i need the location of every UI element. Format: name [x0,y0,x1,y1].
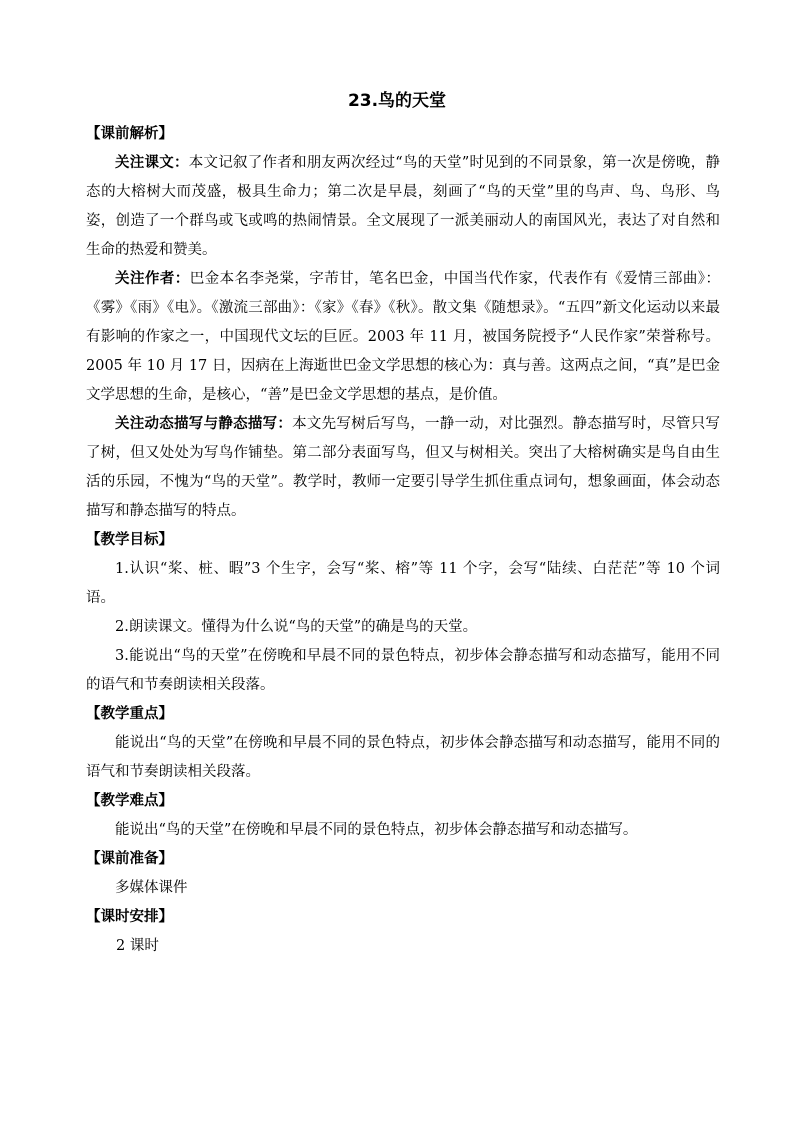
page-title: 23.鸟的天堂 [347,91,447,111]
document-body [86,120,720,961]
description-lead-text: 关注动态描写与静态描写： [115,416,293,432]
section-heading-key-points: 【教学重点】 [86,706,173,722]
analysis-paragraph-description [86,410,720,526]
key-points-text: 能说出“鸟的天堂”在傍晚和早晨不同的景色特点，初步体会静态描写和动态描写，能用不同的语气和节奏朗读相关段落。 [86,735,720,780]
section-heading-preparation: 【课前准备】 [86,851,173,867]
analysis-lead-text: 关注课文： [115,155,189,171]
schedule-text: 2 课时 [116,938,159,954]
goal-item: 1.认识“桨、桩、暇”3 个生字，会写“桨、榕”等 11 个字，会写“陆续、白茫茫”等 10 个词语。 [86,561,720,606]
goal-item: 3.能说出“鸟的天堂”在傍晚和早晨不同的景色特点，初步体会静态描写和动态描写，能用不同的语气和节奏朗读相关段落。 [86,648,720,693]
section-heading-difficulties: 【教学难点】 [86,793,173,809]
description-text: 本文先写树后写鸟，一静一动，对比强烈。静态描写时，尽管只写了树，但又处处为写鸟作铺垫。第二部分表面写鸟，但又与树相关。突出了大榕树确实是鸟自由生活的乐园，不愧为“鸟的天堂”。教学时，教师一定要引导学生抓住重点词句，想象画面，体会动态描写和静态描写的特点。 [86,416,721,519]
analysis-paragraph-text [86,149,720,265]
goal-item: 2.朗读课文。懂得为什么说“鸟的天堂”的确是鸟的天堂。 [115,619,478,635]
author-text: 巴金本名李尧棠，字芾甘，笔名巴金，中国当代作家，代表作有《爱情三部曲》：《雾》《雨》《电》。《激流三部曲》：《家》《春》《秋》。散文集《随想录》。“五四”新文化运动以来最有影响的作家之一，中国现代文坛的巨匠。2003 年 11 月，被国务院授予“人民作家”荣誉称号。2005 年 10 月 17 日，因病在上海逝世巴金文学思想的核心为：真与善。这两点之间，“真”是巴金文学思想的生命，是核心，“善”是巴金文学思想的基点，是价值。 [86,271,720,403]
author-lead-text: 关注作者： [115,271,190,287]
difficulties-text: 能说出“鸟的天堂”在傍晚和早晨不同的景色特点，初步体会静态描写和动态描写。 [115,822,638,838]
section-heading-schedule: 【课时安排】 [86,909,173,925]
analysis-paragraph-author [86,265,720,410]
preparation-text: 多媒体课件 [115,880,188,896]
section-heading-analysis: 【课前解析】 [86,126,173,142]
section-heading-goals: 【教学目标】 [86,532,173,548]
analysis-text: 本文记叙了作者和朋友两次经过“鸟的天堂”时见到的不同景象，第一次是傍晚，静态的大榕树大而茂盛，极具生命力；第二次是早晨，刻画了“鸟的天堂”里的鸟声、鸟、鸟形、鸟姿，创造了一个群鸟或飞或鸣的热闹情景。全文展现了一派美丽动人的南国风光，表达了对自然和生命的热爱和赞美。 [86,155,721,258]
